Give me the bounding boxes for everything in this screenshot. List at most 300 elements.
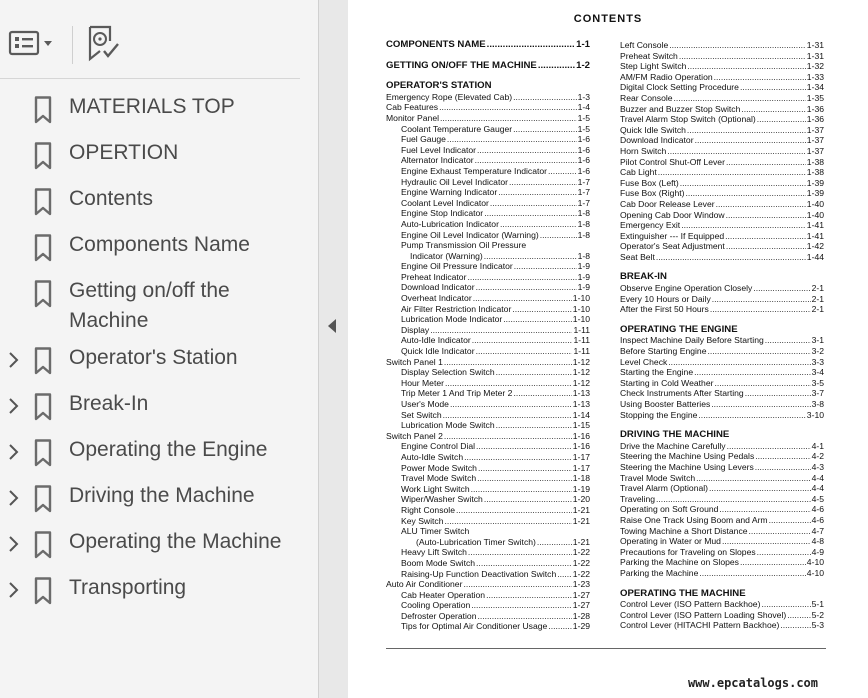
toc-page-number: 1-9 [577,282,590,293]
toc-entry[interactable] [620,93,824,104]
toc-leader-dots [447,134,577,145]
toc-entry[interactable] [620,135,824,146]
toc-entry[interactable] [620,61,824,72]
bookmark-item[interactable] [0,138,318,184]
toc-entry[interactable] [386,420,590,431]
toc-entry-text: Download Indicator [401,282,475,293]
toc-entry[interactable] [386,590,590,601]
toc-entry[interactable] [620,568,824,579]
toc-entry[interactable] [620,114,824,125]
expand-chevron-icon[interactable] [6,488,20,508]
toc-entry-text: Display [401,324,430,335]
bookmarks-panel [0,0,318,698]
toc-entry[interactable] [620,526,824,537]
bookmark-icon [34,347,52,375]
toc-entry-text: DRIVING THE MACHINE [620,429,730,441]
bookmark-item[interactable] [0,276,318,336]
toc-leader-dots [468,547,572,558]
bookmark-icon [34,188,52,216]
toc-entry[interactable] [620,241,824,252]
toc-leader-dots [761,599,810,610]
toc-entry-text: GETTING ON/OFF THE MACHINE [386,59,537,71]
toc-leader-dots [476,282,577,293]
toc-page-number: 1-8 [577,229,590,240]
toc-entry[interactable] [386,208,590,219]
toc-entry-text: Level Check [620,356,668,367]
toc-entry[interactable] [386,621,590,632]
toc-entry[interactable] [386,526,590,537]
toc-entry-text: Download Indicator [620,135,694,146]
bookmark-item[interactable] [0,573,318,619]
toc-leader-dots [548,621,571,632]
toc-page-number: 3-1 [811,335,824,346]
toc-section-heading[interactable] [620,589,824,600]
toc-page-number: 1-39 [806,177,824,188]
toc-entry[interactable] [620,51,824,62]
toc-entry[interactable] [386,293,590,304]
toc-entry-text: (Auto-Lubrication Timer Switch) [416,536,536,547]
toc-leader-dots [707,346,810,357]
toc-entry-text: Air Filter Restriction Indicator [401,303,512,314]
toc-page-number: 3-3 [811,356,824,367]
toc-entry-text: Engine Control Dial [401,441,476,452]
toc-entry[interactable] [620,157,824,168]
toc-entry[interactable] [620,473,824,484]
toc-page-number: 1-42 [806,241,824,252]
toc-entry-text: Cab Heater Operation [401,589,486,600]
toc-leader-dots [745,388,811,399]
toc-entry[interactable] [386,357,590,368]
toc-entry[interactable] [386,102,590,113]
toc-entry-text: OPERATOR'S STATION [386,80,492,92]
toc-entry[interactable] [386,261,590,272]
toc-leader-dots [430,325,572,336]
toc-leader-dots [749,526,811,537]
toc-leader-dots [490,198,577,209]
toc-entry-text: Step Light Switch [620,61,687,72]
toc-entry-text: ALU Timer Switch [401,526,470,537]
toc-entry[interactable] [620,125,824,136]
toc-entry[interactable] [386,473,590,484]
toc-page-number: 1-22 [572,547,590,558]
page-bottom-rule [386,648,826,649]
toc-leader-dots [709,483,811,494]
toc-page-number: 4-7 [811,525,824,536]
toc-page-number: 1-33 [806,71,824,82]
toc-leader-dots [694,367,810,378]
toolbar-separator [72,26,73,64]
toc-entry-text: Horn Switch [620,145,667,156]
toc-entry[interactable] [386,145,590,156]
toc-entry[interactable] [620,104,824,115]
toc-entry[interactable] [386,177,590,188]
toc-entry-text: Operator's Seat Adjustment [620,241,725,252]
toc-entry[interactable] [620,294,824,305]
toc-entry[interactable] [386,537,590,548]
toc-entry[interactable] [620,82,824,93]
toc-entry-text: Seat Belt [620,251,655,262]
toc-entry[interactable] [620,610,824,621]
toc-entry[interactable] [620,536,824,547]
toc-page-number: 4-4 [811,483,824,494]
toc-leader-dots [486,590,572,601]
toc-page-number: 1-1 [576,39,590,50]
toc-entry[interactable] [620,504,824,515]
toc-leader-dots [445,378,572,389]
toc-leader-dots [496,367,572,378]
toc-page-number: 1-13 [572,399,590,409]
bookmark-item[interactable] [0,230,318,276]
toc-entry-text: Hour Meter [401,377,444,388]
toc-entry[interactable] [386,346,590,357]
toc-page-number: 1-38 [806,167,824,178]
toc-entry[interactable] [386,431,590,442]
toc-leader-dots [548,166,577,177]
toc-leader-dots [500,219,577,230]
toc-entry-text: COMPONENTS NAME [386,39,486,50]
toc-entry[interactable] [620,483,824,494]
toc-entry[interactable] [386,124,590,135]
toc-entry[interactable] [386,569,590,580]
toc-entry[interactable] [386,240,590,251]
toc-leader-dots [687,61,805,72]
toc-section-heading[interactable] [620,430,824,441]
toc-page-number: 1-27 [572,600,590,611]
toc-leader-dots [757,114,806,125]
toc-page-number: 4-9 [811,546,824,557]
toc-entry-text: Observe Engine Operation Closely [620,283,753,294]
toc-entry-text: Trip Meter 1 And Trip Meter 2 [401,388,513,399]
collapse-panel-arrow-icon[interactable] [326,316,338,336]
bookmark-label: OPERTION [69,141,179,164]
toc-page-number: 1-12 [572,356,590,367]
toc-page-number: 1-40 [806,198,824,209]
toc-entry[interactable] [386,452,590,463]
bookmark-item[interactable] [0,343,318,389]
toc-entry-text: Boom Mode Switch [401,557,476,568]
toc-leader-dots [716,199,806,210]
toc-entry-text: Steering the Machine Using Levers [620,461,754,472]
toc-page-number: 1-6 [577,155,590,166]
toc-section-heading[interactable] [386,40,590,51]
toc-entry-text: Hydraulic Oil Level Indicator [401,176,508,187]
toc-entry[interactable] [386,113,590,124]
toc-leader-dots [757,547,811,558]
toc-entry[interactable] [386,367,590,378]
toc-entry[interactable] [620,410,824,421]
bookmark-item[interactable] [0,435,318,481]
toc-entry[interactable] [386,166,590,177]
toc-entry[interactable] [620,335,824,346]
toc-entry[interactable] [386,410,590,421]
toc-entry-text: Buzzer and Buzzer Stop Switch [620,103,741,114]
toc-entry[interactable] [386,463,590,474]
bookmark-icon [34,393,52,421]
toc-entry-text: Control Lever (ISO Pattern Backhoe) [620,599,761,610]
toc-leader-dots [475,155,577,166]
toc-entry[interactable] [620,283,824,294]
bookmark-label: Contents [69,187,154,210]
toc-entry[interactable] [620,494,824,505]
toc-page-number: 1-10 [572,314,590,325]
expand-chevron-icon[interactable] [6,580,20,600]
bookmark-search-icon [86,25,122,63]
toc-page-number: 1-36 [806,114,824,125]
toc-entry[interactable] [620,388,824,399]
panel-splitter[interactable] [318,0,349,698]
toc-leader-dots [696,473,810,484]
toc-entry[interactable] [386,335,590,346]
bookmark-item[interactable] [0,527,318,573]
toc-leader-dots [685,188,805,199]
bookmark-label: Break-In [69,392,149,415]
toc-entry[interactable] [386,441,590,452]
toc-entry[interactable] [620,178,824,189]
toc-entry[interactable] [386,558,590,569]
toc-entry-text: Engine Oil Pressure Indicator [401,261,513,272]
expand-chevron-icon[interactable] [6,534,20,554]
toc-entry[interactable] [620,220,824,231]
toc-page-number: 5-2 [811,609,824,620]
toc-leader-dots [476,558,572,569]
toc-entry-text: Left Console [620,40,669,50]
toc-entry-text: Towing Machine a Short Distance [620,525,748,536]
bookmark-icon [34,531,52,559]
toc-page-number: 1-37 [806,135,824,146]
toc-entry[interactable] [386,600,590,611]
toc-entry-text: Control Lever (ISO Pattern Loading Shovel) [620,609,787,620]
toc-entry[interactable] [620,146,824,157]
expand-chevron-icon[interactable] [6,350,20,370]
toc-entry[interactable] [386,230,590,241]
toc-entry-text: Quick Idle Switch [620,124,686,135]
toc-entry-text: User's Mode [401,399,449,409]
toc-entry-text: Operating on Soft Ground [620,504,719,515]
toc-entry[interactable] [386,388,590,399]
toc-section-heading[interactable] [620,272,824,283]
toc-leader-dots [669,40,806,51]
toc-page-number: 4-10 [806,567,824,578]
toc-leader-dots [498,187,576,198]
toc-entry-text: Cab Door Release Lever [620,198,715,209]
toc-leader-dots [464,452,572,463]
toc-page-number: 1-41 [806,230,824,241]
toc-page-number: 1-11 [573,335,590,346]
bookmark-item[interactable] [0,92,318,138]
toc-leader-dots [463,579,571,590]
toc-entry[interactable] [620,210,824,221]
toc-page-number: 1-11 [573,346,590,357]
bookmark-icon [34,577,52,605]
toc-entry-text: Opening Cab Door Window [620,209,725,220]
toc-entry[interactable] [620,367,824,378]
toc-section-heading[interactable] [386,61,590,72]
toc-entry-text: Switch Panel 2 [386,430,443,441]
toc-page-number: 3-5 [811,377,824,388]
toc-entry[interactable] [386,198,590,209]
toc-entry-text: Wiper/Washer Switch [401,494,483,505]
toc-page-number: 1-31 [806,50,824,61]
toc-entry[interactable] [620,357,824,368]
toc-page-number: 1-41 [806,220,824,231]
toc-entry[interactable] [620,620,824,631]
toc-entry-text: Parking the Machine [620,567,699,578]
toc-entry-text: Fuel Level Indicator [401,144,476,155]
toc-entry[interactable] [620,231,824,242]
toc-entry[interactable] [386,155,590,166]
document-viewer [348,0,868,698]
toc-entry[interactable] [620,167,824,178]
toc-entry-text: After the First 50 Hours [620,304,709,315]
toc-page-number: 1-9 [577,261,590,272]
bookmark-item[interactable] [0,184,318,230]
toc-entry[interactable] [620,188,824,199]
find-bookmark-button[interactable] [86,22,126,66]
toc-entry-text: Defroster Operation [401,610,477,621]
toc-entry-text: Coolant Level Indicator [401,197,489,208]
toc-entry[interactable] [386,399,590,410]
toc-page-number: 1-13 [572,388,590,399]
bookmark-label: Getting on/off the Machine [69,279,230,332]
toc-page-number: 1-32 [806,61,824,72]
toc-entry-text: Fuel Gauge [401,134,446,145]
bookmark-label: Operating the Engine [69,438,268,461]
toc-page-number: 3-10 [806,409,824,420]
toc-entry[interactable] [386,579,590,590]
toc-entry[interactable] [386,611,590,622]
toc-right-column [620,40,824,631]
toc-leader-dots [456,505,572,516]
toc-entry-text: Stopping the Engine [620,409,698,420]
toc-entry[interactable] [386,219,590,230]
toc-leader-dots [487,40,575,51]
options-menu-button[interactable] [8,22,60,66]
toc-leader-dots [741,104,805,115]
toc-entry[interactable] [386,134,590,145]
toc-entry[interactable] [620,557,824,568]
toc-leader-dots [656,252,806,263]
toc-leader-dots [537,537,572,548]
toc-entry[interactable] [620,346,824,357]
toc-entry[interactable] [620,378,824,389]
toc-leader-dots [656,494,811,505]
toc-page-number: 1-21 [572,504,590,515]
toc-entry[interactable] [386,547,590,558]
toc-entry-text: Coolant Temperature Gauger [401,123,513,134]
toc-entry[interactable] [386,516,590,527]
toc-leader-dots [484,208,576,219]
toc-page-number: 1-18 [572,473,590,484]
toc-entry[interactable] [386,282,590,293]
toc-leader-dots [681,220,806,231]
toc-entry[interactable] [620,40,824,51]
toc-entry[interactable] [620,304,824,315]
toc-entry-text: Travel Mode Switch [401,473,477,484]
toc-entry[interactable] [620,441,824,452]
toc-entry[interactable] [386,304,590,315]
toc-entry[interactable] [386,494,590,505]
toc-entry[interactable] [620,252,824,263]
expand-chevron-icon[interactable] [6,442,20,462]
toc-entry-text: Starting the Engine [620,367,694,378]
toc-entry[interactable] [620,451,824,462]
toc-entry-text: Set Switch [401,409,442,420]
toc-entry-text: Quick Idle Indicator [401,346,475,357]
toc-page-number: 1-6 [577,144,590,155]
toc-entry[interactable] [620,72,824,83]
toc-entry-text: Cab Features [386,102,439,113]
toc-entry[interactable] [620,547,824,558]
toc-page-number: 1-44 [806,251,824,262]
toc-entry[interactable] [620,462,824,473]
toc-page-number: 4-2 [811,451,824,462]
toc-page-number: 4-6 [811,514,824,525]
toc-leader-dots [496,420,572,431]
toc-leader-dots [699,568,805,579]
toc-section-heading[interactable] [620,325,824,336]
toc-entry-text: Cab Light [620,167,657,178]
toc-leader-dots [740,82,806,93]
toc-entry-text: Engine Stop Indicator [401,208,484,219]
toc-entry[interactable] [386,187,590,198]
toc-leader-dots [695,135,806,146]
toc-page-number: 1-20 [572,494,590,505]
toc-leader-dots [513,124,576,135]
bookmark-item[interactable] [0,389,318,435]
toc-leader-dots [513,92,576,103]
toc-entry[interactable] [620,199,824,210]
toc-entry-text: Digital Clock Setting Procedure [620,82,739,93]
toc-leader-dots [476,441,572,452]
toc-page-number: 1-37 [806,145,824,156]
toc-entry-text: Starting in Cold Weather [620,377,714,388]
toc-leader-dots [687,125,806,136]
toc-entry[interactable] [620,515,824,526]
toc-entry[interactable] [386,251,590,262]
toc-entry-text: Emergency Exit [620,220,681,231]
toc-entry[interactable] [620,599,824,610]
toc-entry-text: Rear Console [620,92,673,103]
toc-entry[interactable] [386,272,590,283]
toc-leader-dots [477,145,577,156]
toc-entry-text: Fuse Box (Right) [620,188,685,199]
expand-chevron-icon[interactable] [6,396,20,416]
toc-page-number: 1-10 [572,293,590,304]
toc-entry[interactable] [386,325,590,336]
toc-entry[interactable] [386,92,590,103]
toc-leader-dots [755,462,811,473]
toc-page-number: 1-16 [572,441,590,452]
toc-entry[interactable] [386,378,590,389]
bookmark-icon [34,142,52,170]
toc-leader-dots [668,357,810,368]
bookmark-label: Driving the Machine [69,484,255,507]
toc-entry-text: AM/FM Radio Operation [620,71,713,82]
toc-section-heading[interactable] [386,81,590,92]
bookmark-icon [34,96,52,124]
contents-title: CONTENTS [573,13,643,25]
toc-page-number: 1-11 [573,324,590,335]
toc-entry-text: Work Light Switch [401,483,470,494]
toc-entry[interactable] [386,484,590,495]
toc-entry[interactable] [386,505,590,516]
bookmark-item[interactable] [0,481,318,527]
toc-entry[interactable] [386,314,590,325]
toc-leader-dots [471,600,572,611]
toc-page-number: 2-1 [811,304,824,315]
toc-leader-dots [722,536,811,547]
toc-entry[interactable] [620,399,824,410]
